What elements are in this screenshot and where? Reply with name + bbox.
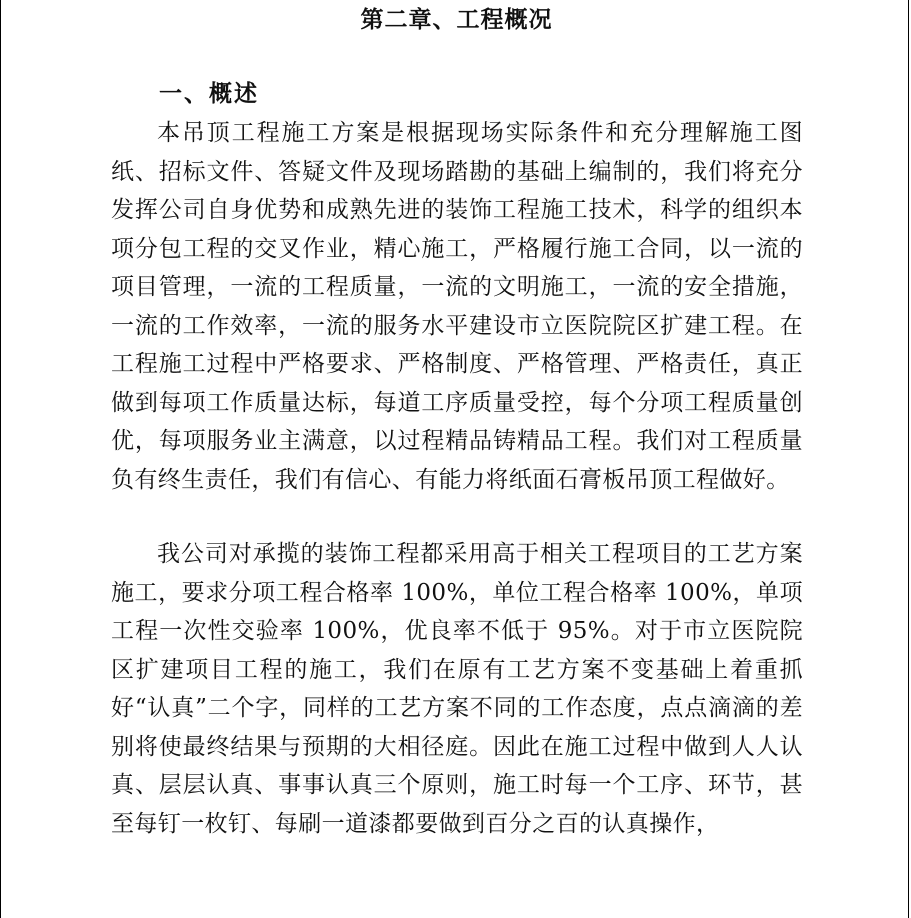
body-paragraph-2: 我公司对承揽的装饰工程都采用高于相关工程项目的工艺方案施工，要求分项工程合格率 100%，单位工程合格率 100%，单项工程一次性交验率 100%，优良率不低于 95%。对于市立医院院区扩建项目工程的施工，我们在原有工艺方案不变基础上着重抓好“认真”二个字，同样的工艺方案不同的工作态度，点点滴滴的差别将使最终结果与预期的大相径庭。因此在施工过程中做到人人认真、层层认真、事事认真三个原则，施工时每一个工序、环节，甚至每钉一枚钉、每刷一道漆都要做到百分之百的认真操作， [111, 541, 803, 837]
body-paragraph-1: 本吊顶工程施工方案是根据现场实际条件和充分理解施工图纸、招标文件、答疑文件及现场踏勘的基础上编制的，我们将充分发挥公司自身优势和成熟先进的装饰工程施工技术，科学的组织本项分包工程的交叉作业，精心施工，严格履行施工合同，以一流的项目管理，一流的工程质量，一流的文明施工，一流的安全措施，一流的工作效率，一流的服务水平建设市立医院院区扩建工程。在工程施工过程中严格要求、严格制度、严格管理、严格责任，真正做到每项工作质量达标，每道工序质量受控，每个分项工程质量创优，每项服务业主满意，以过程精品铸精品工程。我们对工程质量负有终生责任，我们有信心、有能力将纸面石膏板吊顶工程做好。 [111, 120, 803, 493]
section-title: 一、概述 [159, 80, 259, 107]
chapter-title: 第二章、工程概况 [360, 6, 553, 33]
